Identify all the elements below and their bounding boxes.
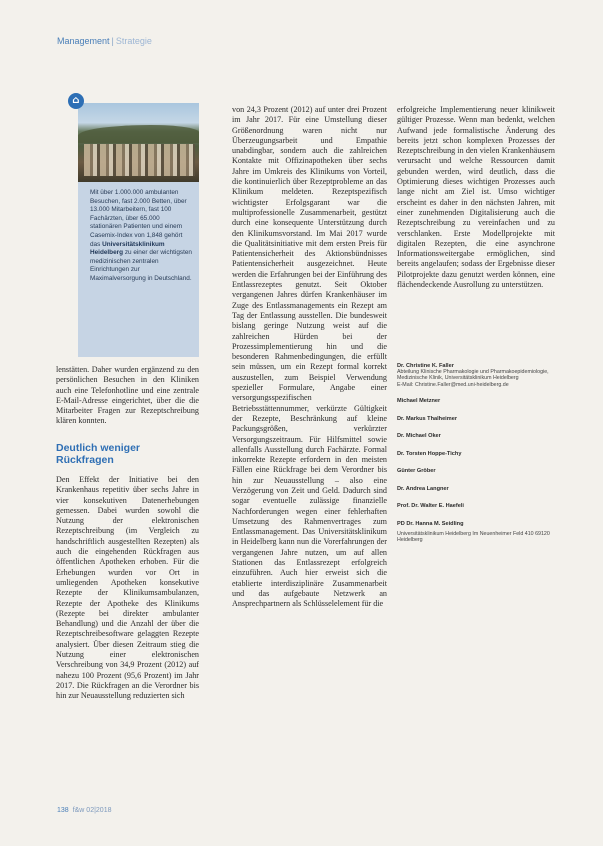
paragraph: erfolgreiche Implementierung neuer klinikweit gültiger Prozesse. Wenn man bedenkt, welchen Aufwand jede formalistische Änderung des bereits jetzt schon komplexen Prozesses der Rezeptschreibung in den vielen Krankenhäusern verursacht und welche Ressourcen damit gebunden werden, wird deutlich, dass die Optimierung dieses wichtigen Prozesses auch lange nicht am Ziel ist. Umso wichtiger erscheint es daher in den nächsten Jahren, mit einer zunehmenden Digitalisierung auch die Rezeptschreibung zu vereinfachen und zu verschlanken. Erste Modellprojekte mit digitalen Rezepten, die eine asynchrone Informationsweitergabe ermöglichen, sind bereits angelaufen; sodass der Ergebnisse dieser Pilotprojekte dazu genutzt werden können, eine flächendeckende Ausrollung zu unterstützen. bbox=[397, 105, 555, 290]
author-name: Dr. Andrea Langner bbox=[397, 485, 449, 492]
paragraph: Den Effekt der Initiative bei den Krankenhaus repetitiv über sechs Jahre in vier konsekutiven Datenerhebungen gemessen. Dabei wurden sowohl die Nutzung der elektronischen Rezeptschreibung (im Vergleich zu handschriftlich ausgestellten Rezepten) als auch die eingehenden Rückfragen aus öffentlichen Apotheken erhoben. Für die Erhebungen wurden vor Ort in umliegenden Apotheken konsekutive Rezepte der Klinikumsambulanzen, Rezepte der Apotheke des Klinikums (Rezepte bei direkter ambulanter Behandlung) und die Anzahl der über die Rezeptschreibesoftware gelaggten Rezepte analysiert. Über diesen Zeitraum stieg die Nutzung einer elektronischen Verschreibung von 34,9 Prozent (2012) auf nahezu 100 Prozent (95,6 Prozent) im Jahr 2017. Die Rückfragen an die Verordner bis hin zur Neuausstellung reduzierten sich bbox=[56, 475, 199, 701]
info-bold: Universitätsklinikum Heidelberg bbox=[90, 240, 165, 257]
author-role: Abteilung Klinische Pharmakologie und Pharmakoepidemiologie, bbox=[397, 369, 549, 375]
author-address: Universitätsklinikum Heidelberg Im Neuenheimer Feld 410 69120 Heidelberg bbox=[397, 530, 550, 544]
city-photo bbox=[78, 103, 199, 182]
section-label: Management bbox=[57, 36, 110, 46]
paragraph: von 24,3 Prozent (2012) auf unter drei Prozent im Jahr 2017. Für eine Umstellung dieser Größenordnung waren nicht nur Überzeugungsarbeit und Empathie unabdingbar, sondern auch die zahlreichen Kontakte mit Offizinapotheken über sechs Jahre im Umkreis des Klinikums von Vorteil, die kontinuierlich über Rezeptprobleme an das Klinikum meldeten. Rezeptspezifisch wichtigster Erfolgsgarant war die multiprofessionelle Zusammenarbeit, gestützt durch eine konsequente Unterstützung durch den Klinikumsvorstand. Im Mai 2017 wurde die Qualitätsinitiative mit dem ersten Preis für Patientensicherheit des Aktionsbündnisses Patientensicherheit ausgezeichnet. Heute werden die Erfahrungen bei der Einführung des Entlassrezeptes genutzt. Seit Oktober vergangenen Jahres dürfen Krankenhäuser im Zuge des Entlassmanagements ein Rezept am Tag der Entlassung ausstellen. Die bundesweit bislang geringe Nutzung weist auf die zahlreichen Hürden bei der Prozessimplementierung hin und die besonderen Rahmenbedingungen, die erfüllt sein müssen, um ein Rezept formal korrekt auszustellen, zum Beispiel Verwendung spezieller Formulare, Angabe einer versorgungsspezifischen Betriebsstättennummer, verkürzte Gültigkeit der Rezepte, Beschränkung auf kleine Packungsgrößen, verkürzter Versorgungszeitraum. Für Hilfsmittel sowie allenfalls Ausstellung durch Fachärzte. Formal inkorrekte Rezepte erfordern in den meisten Fällen eine Rückfrage bei dem Verordner bis hin zur Neuausstellung – also eine Verzögerung von Zeit und Geld. Dadurch sind sogar eventuelle zulässige finanzielle Nachforderungen wegen einer fehlerhaften Umsetzung des Rahmenvertrages zum Entlassmanagement. Das Universitätsklinikum in Heidelberg kann nun die Vorerfahrungen der vergangenen Jahre nutzen, um auf allen Stationen das Entlassrezept erfolgreich einzuführen. Auch hier erweist sich die etablierte interdisziplinäre Zusammenarbeit und das aufgebaute Netzwerk an Ansprechpartnern als Schlüsselelement für die bbox=[232, 105, 387, 609]
info-text: Mit über 1.000.000 ambulanten Besuchen, fast 2.000 Betten, über 13.000 Mitarbeitern, fast 100 Fachärzten, über 65.000 stationären Patienten und einem Casemix-Index von 1,848 gehört das bbox=[90, 189, 187, 248]
subsection-label: Strategie bbox=[115, 36, 152, 46]
author-org: Medizinische Klinik, Universitätsklinikum Heidelberg bbox=[397, 375, 519, 382]
section-header: Management | Strategie bbox=[57, 36, 152, 46]
issue-label: f&w 02|2018 bbox=[72, 807, 112, 814]
author-name: Günter Gröber bbox=[397, 468, 436, 475]
author-name: Dr. Michael Oker bbox=[397, 433, 441, 440]
column-2 bbox=[232, 105, 387, 610]
author-name: Michael Metzner bbox=[397, 398, 441, 405]
author-name: Dr. Markus Thalheimer bbox=[397, 415, 457, 422]
paragraph: lenstätten. Daher wurden ergänzend zu den persönlichen Besuchen in den Kliniken auch eine Telefonhotline und eine zentrale E-Mail-Adresse eingerichtet, über die die Mitarbeiter Fragen zur Rezeptschreibung klären konnten. bbox=[56, 365, 199, 426]
info-box bbox=[78, 182, 199, 357]
page-number: 138 bbox=[57, 807, 69, 814]
author-name: Prof. Dr. Walter E. Haefeli bbox=[397, 503, 464, 510]
author-name: Dr. Christine K. Faller bbox=[397, 363, 454, 369]
column-1-bottom bbox=[56, 475, 199, 702]
column-1-top bbox=[56, 365, 199, 427]
author-name: PD Dr. Hanna M. Seidling bbox=[397, 520, 464, 527]
author-list bbox=[397, 363, 557, 544]
page-footer bbox=[57, 807, 111, 814]
author-email: E-Mail: Christine.Faller@med.uni-heidelberg.de bbox=[397, 381, 509, 388]
house-icon: ⌂ bbox=[68, 93, 84, 109]
info-tail: zu einer der wichtigsten medizinischen zentralen Einrichtungen zur Maximalversorgung in Deutschland. bbox=[90, 249, 192, 282]
author-name: Dr. Torsten Hoppe-Tichy bbox=[397, 450, 462, 457]
subheading: Deutlich weniger Rückfragen bbox=[56, 442, 141, 466]
column-3 bbox=[397, 105, 555, 290]
